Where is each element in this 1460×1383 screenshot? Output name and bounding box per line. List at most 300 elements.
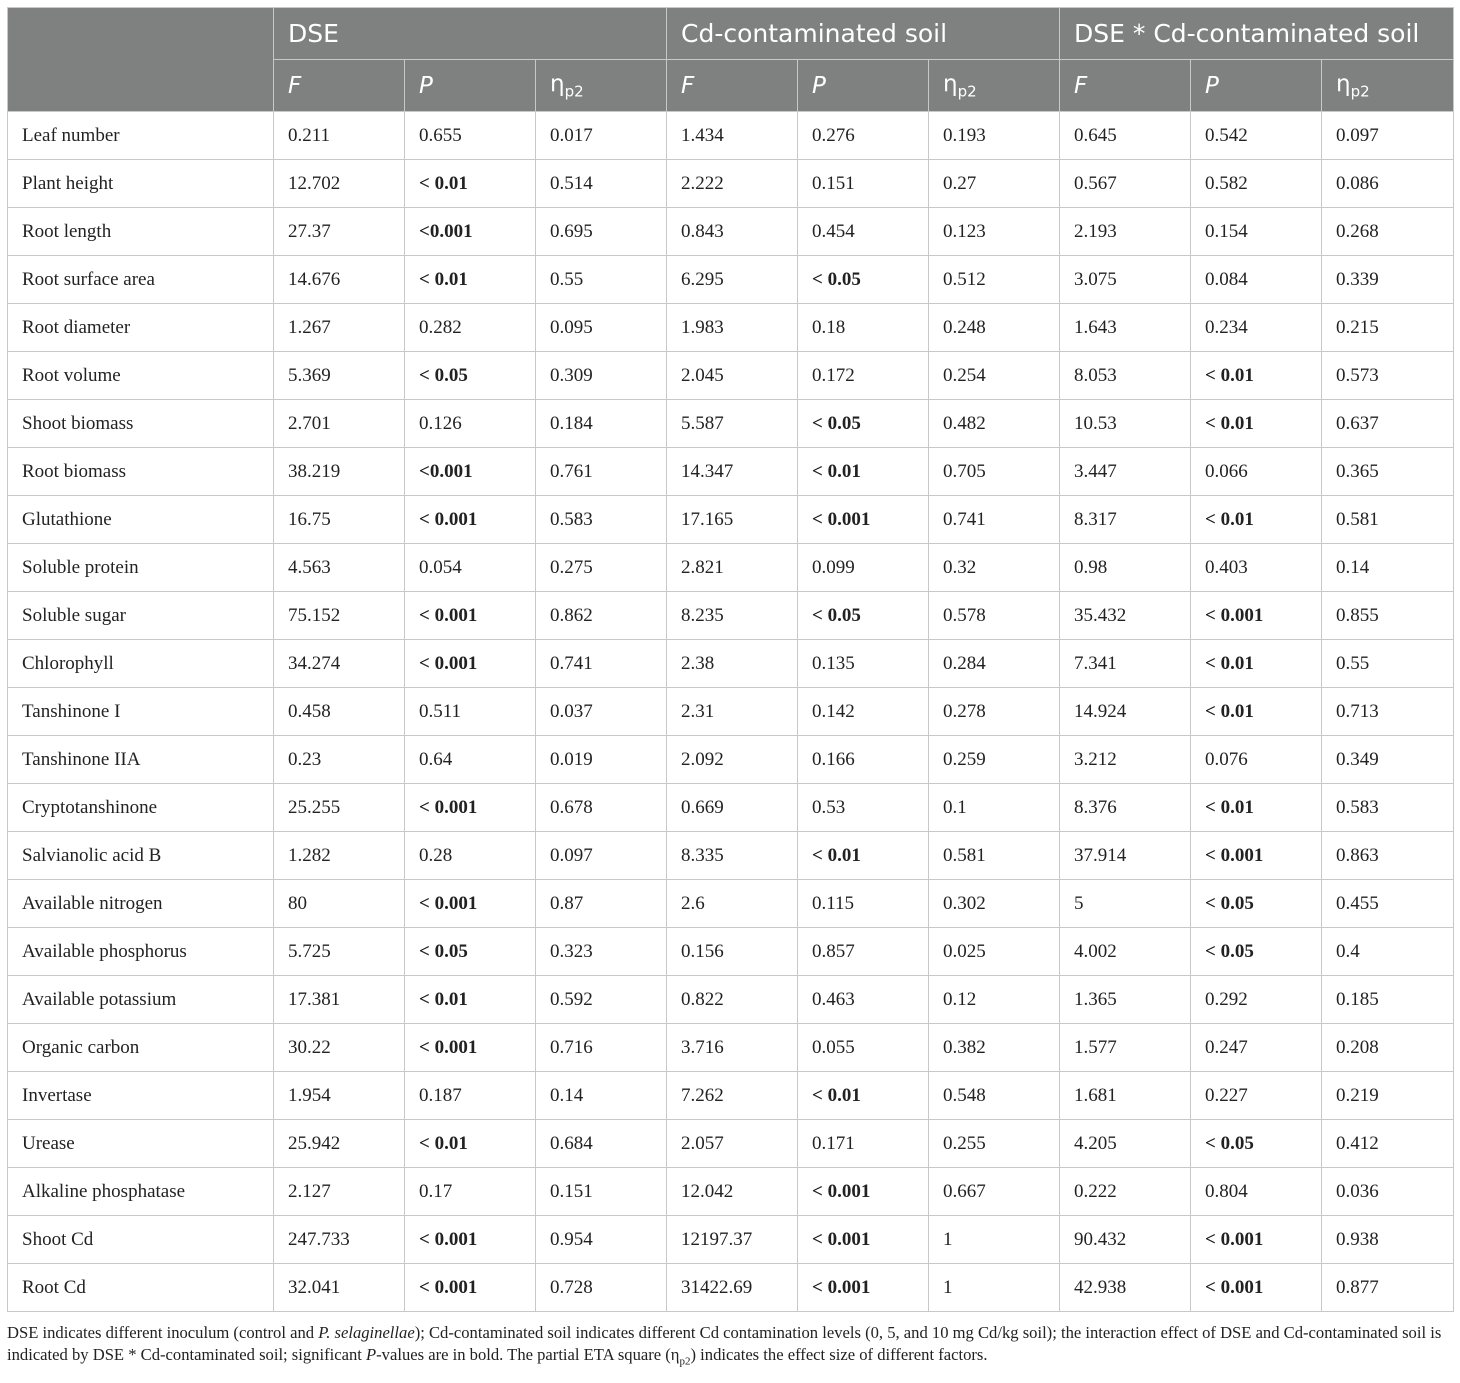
cell-cd-p: 0.171 [798, 1120, 929, 1168]
cell-cd-f: 2.222 [667, 160, 798, 208]
cell-cd-p: < 0.001 [798, 1168, 929, 1216]
cell-cd-f: 8.335 [667, 832, 798, 880]
cell-cd-p: 0.454 [798, 208, 929, 256]
cell-cd-p: 0.151 [798, 160, 929, 208]
footnote-text: ) indicates the effect size of different factors. [690, 1345, 988, 1364]
eta-symbol: η [943, 70, 958, 97]
cell-int-eta: 0.583 [1322, 784, 1454, 832]
cell-int-f: 0.98 [1060, 544, 1191, 592]
cell-dse-p: < 0.001 [405, 880, 536, 928]
table-row [8, 1024, 1454, 1072]
cell-dse-p: < 0.001 [405, 496, 536, 544]
cell-dse-eta: 0.14 [536, 1072, 667, 1120]
row-label: Root diameter [8, 304, 274, 352]
cell-cd-p: < 0.001 [798, 1216, 929, 1264]
cell-cd-p: 0.53 [798, 784, 929, 832]
cell-int-p: 0.582 [1191, 160, 1322, 208]
cell-dse-eta: 0.761 [536, 448, 667, 496]
cell-cd-p: 0.166 [798, 736, 929, 784]
cell-dse-f: 0.23 [274, 736, 405, 784]
cell-dse-f: 17.381 [274, 976, 405, 1024]
cell-int-f: 4.205 [1060, 1120, 1191, 1168]
cell-dse-eta: 0.097 [536, 832, 667, 880]
cell-dse-eta: 0.592 [536, 976, 667, 1024]
row-label: Root Cd [8, 1264, 274, 1312]
cell-dse-p: 0.655 [405, 112, 536, 160]
row-label: Shoot biomass [8, 400, 274, 448]
table-row [8, 592, 1454, 640]
cell-cd-f: 2.057 [667, 1120, 798, 1168]
table-footnote [7, 1322, 1453, 1372]
row-label: Shoot Cd [8, 1216, 274, 1264]
table-header [8, 8, 1454, 112]
cell-int-f: 1.365 [1060, 976, 1191, 1024]
cell-cd-f: 0.822 [667, 976, 798, 1024]
cell-cd-eta: 0.27 [929, 160, 1060, 208]
cell-int-f: 8.376 [1060, 784, 1191, 832]
table-body [8, 112, 1454, 1312]
table-row [8, 784, 1454, 832]
cell-dse-p: 0.64 [405, 736, 536, 784]
cell-int-p: < 0.001 [1191, 592, 1322, 640]
header-f: F [274, 60, 405, 112]
cell-cd-f: 2.6 [667, 880, 798, 928]
cell-int-p: 0.076 [1191, 736, 1322, 784]
cell-cd-f: 2.092 [667, 736, 798, 784]
cell-dse-f: 0.211 [274, 112, 405, 160]
cell-dse-f: 25.255 [274, 784, 405, 832]
cell-int-f: 90.432 [1060, 1216, 1191, 1264]
cell-cd-eta: 0.284 [929, 640, 1060, 688]
cell-dse-f: 16.75 [274, 496, 405, 544]
cell-int-eta: 0.713 [1322, 688, 1454, 736]
cell-int-eta: 0.877 [1322, 1264, 1454, 1312]
cell-cd-f: 7.262 [667, 1072, 798, 1120]
cell-cd-p: < 0.001 [798, 496, 929, 544]
footnote-text: DSE indicates different inoculum (control and [7, 1323, 319, 1342]
cell-dse-p: < 0.01 [405, 976, 536, 1024]
cell-dse-f: 75.152 [274, 592, 405, 640]
cell-dse-p: 0.126 [405, 400, 536, 448]
cell-dse-p: < 0.001 [405, 1024, 536, 1072]
cell-int-p: < 0.01 [1191, 640, 1322, 688]
cell-cd-p: 0.099 [798, 544, 929, 592]
table-row [8, 112, 1454, 160]
cell-dse-p: <0.001 [405, 208, 536, 256]
row-label: Root volume [8, 352, 274, 400]
cell-int-eta: 0.097 [1322, 112, 1454, 160]
table-row [8, 1120, 1454, 1168]
cell-cd-eta: 0.278 [929, 688, 1060, 736]
cell-cd-f: 2.821 [667, 544, 798, 592]
row-label: Leaf number [8, 112, 274, 160]
cell-int-p: < 0.01 [1191, 400, 1322, 448]
cell-dse-eta: 0.684 [536, 1120, 667, 1168]
cell-int-f: 0.645 [1060, 112, 1191, 160]
header-row-groups [8, 8, 1454, 60]
cell-cd-eta: 0.1 [929, 784, 1060, 832]
cell-int-eta: 0.412 [1322, 1120, 1454, 1168]
cell-cd-eta: 0.248 [929, 304, 1060, 352]
row-label: Tanshinone I [8, 688, 274, 736]
table-row [8, 640, 1454, 688]
cell-dse-f: 2.701 [274, 400, 405, 448]
cell-int-f: 0.567 [1060, 160, 1191, 208]
cell-int-eta: 0.455 [1322, 880, 1454, 928]
cell-dse-eta: 0.275 [536, 544, 667, 592]
cell-cd-f: 8.235 [667, 592, 798, 640]
cell-cd-eta: 0.12 [929, 976, 1060, 1024]
cell-dse-eta: 0.716 [536, 1024, 667, 1072]
cell-int-f: 10.53 [1060, 400, 1191, 448]
row-label: Cryptotanshinone [8, 784, 274, 832]
cell-int-eta: 0.219 [1322, 1072, 1454, 1120]
table-row [8, 352, 1454, 400]
cell-dse-f: 0.458 [274, 688, 405, 736]
table-row [8, 976, 1454, 1024]
cell-dse-eta: 0.695 [536, 208, 667, 256]
cell-int-p: 0.234 [1191, 304, 1322, 352]
cell-int-p: < 0.05 [1191, 928, 1322, 976]
row-label: Alkaline phosphatase [8, 1168, 274, 1216]
cell-cd-eta: 0.32 [929, 544, 1060, 592]
cell-dse-f: 34.274 [274, 640, 405, 688]
cell-cd-f: 6.295 [667, 256, 798, 304]
footnote-eta-subscript: p2 [679, 1355, 691, 1368]
row-label: Root surface area [8, 256, 274, 304]
cell-dse-f: 2.127 [274, 1168, 405, 1216]
cell-cd-p: 0.857 [798, 928, 929, 976]
cell-cd-p: 0.135 [798, 640, 929, 688]
row-label: Root biomass [8, 448, 274, 496]
cell-cd-f: 1.983 [667, 304, 798, 352]
cell-int-f: 8.053 [1060, 352, 1191, 400]
cell-dse-f: 247.733 [274, 1216, 405, 1264]
cell-cd-eta: 0.302 [929, 880, 1060, 928]
cell-cd-eta: 0.578 [929, 592, 1060, 640]
table-row [8, 736, 1454, 784]
cell-dse-eta: 0.862 [536, 592, 667, 640]
cell-int-eta: 0.215 [1322, 304, 1454, 352]
table-row [8, 688, 1454, 736]
header-p: P [405, 60, 536, 112]
cell-cd-eta: 0.123 [929, 208, 1060, 256]
cell-dse-p: < 0.05 [405, 352, 536, 400]
cell-int-eta: 0.55 [1322, 640, 1454, 688]
cell-dse-f: 14.676 [274, 256, 405, 304]
cell-dse-eta: 0.678 [536, 784, 667, 832]
cell-cd-f: 12.042 [667, 1168, 798, 1216]
cell-int-p: < 0.01 [1191, 784, 1322, 832]
cell-int-p: < 0.001 [1191, 832, 1322, 880]
cell-int-f: 35.432 [1060, 592, 1191, 640]
cell-int-f: 3.212 [1060, 736, 1191, 784]
cell-dse-p: 0.054 [405, 544, 536, 592]
cell-cd-f: 2.38 [667, 640, 798, 688]
cell-int-eta: 0.268 [1322, 208, 1454, 256]
cell-dse-p: < 0.05 [405, 928, 536, 976]
cell-int-eta: 0.365 [1322, 448, 1454, 496]
row-label: Plant height [8, 160, 274, 208]
table-row [8, 496, 1454, 544]
cell-cd-f: 2.045 [667, 352, 798, 400]
cell-dse-f: 4.563 [274, 544, 405, 592]
cell-int-f: 14.924 [1060, 688, 1191, 736]
cell-dse-p: < 0.001 [405, 1264, 536, 1312]
row-label: Chlorophyll [8, 640, 274, 688]
cell-dse-p: < 0.01 [405, 1120, 536, 1168]
table-row [8, 544, 1454, 592]
cell-dse-p: 0.282 [405, 304, 536, 352]
cell-dse-eta: 0.55 [536, 256, 667, 304]
header-eta [1322, 60, 1454, 112]
cell-cd-p: < 0.001 [798, 1264, 929, 1312]
cell-int-p: 0.247 [1191, 1024, 1322, 1072]
row-label: Organic carbon [8, 1024, 274, 1072]
cell-cd-eta: 0.581 [929, 832, 1060, 880]
cell-cd-eta: 0.025 [929, 928, 1060, 976]
cell-cd-f: 31422.69 [667, 1264, 798, 1312]
cell-int-eta: 0.349 [1322, 736, 1454, 784]
cell-dse-eta: 0.095 [536, 304, 667, 352]
cell-dse-eta: 0.514 [536, 160, 667, 208]
cell-dse-p: < 0.001 [405, 784, 536, 832]
cell-dse-p: 0.17 [405, 1168, 536, 1216]
cell-int-eta: 0.4 [1322, 928, 1454, 976]
header-p: P [1191, 60, 1322, 112]
cell-int-p: < 0.05 [1191, 1120, 1322, 1168]
cell-dse-f: 12.702 [274, 160, 405, 208]
cell-int-p: < 0.001 [1191, 1216, 1322, 1264]
cell-cd-eta: 0.259 [929, 736, 1060, 784]
table-row [8, 1216, 1454, 1264]
footnote-species: P. selaginellae [318, 1323, 415, 1342]
cell-int-f: 7.341 [1060, 640, 1191, 688]
cell-dse-eta: 0.87 [536, 880, 667, 928]
cell-int-f: 42.938 [1060, 1264, 1191, 1312]
cell-cd-p: < 0.05 [798, 400, 929, 448]
cell-cd-eta: 1 [929, 1216, 1060, 1264]
cell-int-eta: 0.14 [1322, 544, 1454, 592]
cell-int-f: 2.193 [1060, 208, 1191, 256]
cell-cd-eta: 0.705 [929, 448, 1060, 496]
cell-dse-f: 1.954 [274, 1072, 405, 1120]
cell-int-p: < 0.01 [1191, 688, 1322, 736]
cell-dse-f: 1.267 [274, 304, 405, 352]
cell-cd-f: 14.347 [667, 448, 798, 496]
cell-dse-p: < 0.001 [405, 592, 536, 640]
cell-dse-p: < 0.01 [405, 160, 536, 208]
header-f: F [667, 60, 798, 112]
cell-dse-eta: 0.954 [536, 1216, 667, 1264]
cell-cd-eta: 0.254 [929, 352, 1060, 400]
cell-int-eta: 0.208 [1322, 1024, 1454, 1072]
cell-int-eta: 0.339 [1322, 256, 1454, 304]
cell-int-p: 0.542 [1191, 112, 1322, 160]
cell-dse-f: 80 [274, 880, 405, 928]
cell-cd-eta: 0.741 [929, 496, 1060, 544]
cell-cd-p: < 0.01 [798, 448, 929, 496]
cell-int-eta: 0.036 [1322, 1168, 1454, 1216]
cell-int-f: 8.317 [1060, 496, 1191, 544]
cell-int-p: 0.154 [1191, 208, 1322, 256]
cell-dse-eta: 0.017 [536, 112, 667, 160]
row-label: Available potassium [8, 976, 274, 1024]
cell-int-eta: 0.185 [1322, 976, 1454, 1024]
header-eta [929, 60, 1060, 112]
cell-cd-p: < 0.01 [798, 1072, 929, 1120]
cell-int-eta: 0.086 [1322, 160, 1454, 208]
row-label: Urease [8, 1120, 274, 1168]
cell-dse-f: 5.725 [274, 928, 405, 976]
cell-dse-p: 0.511 [405, 688, 536, 736]
cell-cd-f: 1.434 [667, 112, 798, 160]
cell-cd-eta: 1 [929, 1264, 1060, 1312]
cell-cd-eta: 0.667 [929, 1168, 1060, 1216]
cell-int-eta: 0.573 [1322, 352, 1454, 400]
table-row [8, 304, 1454, 352]
table-row [8, 256, 1454, 304]
header-eta [536, 60, 667, 112]
header-group-interaction: DSE * Cd-contaminated soil [1060, 8, 1454, 60]
cell-cd-f: 2.31 [667, 688, 798, 736]
footnote-p-symbol: P [366, 1345, 377, 1364]
cell-int-f: 1.681 [1060, 1072, 1191, 1120]
cell-dse-p: <0.001 [405, 448, 536, 496]
cell-dse-eta: 0.583 [536, 496, 667, 544]
cell-cd-p: < 0.01 [798, 832, 929, 880]
row-label: Soluble sugar [8, 592, 274, 640]
cell-int-p: 0.292 [1191, 976, 1322, 1024]
cell-cd-p: < 0.05 [798, 256, 929, 304]
header-p: P [798, 60, 929, 112]
cell-int-f: 0.222 [1060, 1168, 1191, 1216]
cell-cd-f: 17.165 [667, 496, 798, 544]
table-row [8, 832, 1454, 880]
cell-cd-eta: 0.512 [929, 256, 1060, 304]
cell-dse-f: 1.282 [274, 832, 405, 880]
eta-subscript: p2 [564, 82, 584, 101]
cell-dse-f: 5.369 [274, 352, 405, 400]
anova-table [7, 7, 1454, 1312]
table-row [8, 1168, 1454, 1216]
header-group-cd-soil: Cd-contaminated soil [667, 8, 1060, 60]
table-row [8, 1264, 1454, 1312]
cell-int-p: < 0.01 [1191, 352, 1322, 400]
table-row [8, 928, 1454, 976]
footnote-text: ); Cd-contaminated soil indicates different Cd contamination levels (0, 5, and 10 mg Cd/kg soil); the interaction effect of DSE and Cd-contaminated soil is indicated by DSE * Cd-contaminated soil; significant [7, 1323, 1442, 1364]
table-row [8, 160, 1454, 208]
cell-int-f: 5 [1060, 880, 1191, 928]
cell-int-eta: 0.581 [1322, 496, 1454, 544]
cell-cd-p: 0.276 [798, 112, 929, 160]
cell-dse-p: 0.28 [405, 832, 536, 880]
cell-int-f: 37.914 [1060, 832, 1191, 880]
cell-cd-p: < 0.05 [798, 592, 929, 640]
cell-cd-f: 3.716 [667, 1024, 798, 1072]
cell-cd-p: 0.115 [798, 880, 929, 928]
row-label: Tanshinone IIA [8, 736, 274, 784]
cell-int-p: < 0.001 [1191, 1264, 1322, 1312]
anova-table-container [7, 7, 1453, 1312]
row-label: Glutathione [8, 496, 274, 544]
table-row [8, 1072, 1454, 1120]
cell-dse-eta: 0.309 [536, 352, 667, 400]
cell-dse-eta: 0.323 [536, 928, 667, 976]
cell-int-p: 0.084 [1191, 256, 1322, 304]
cell-int-eta: 0.637 [1322, 400, 1454, 448]
cell-dse-f: 30.22 [274, 1024, 405, 1072]
cell-cd-p: 0.172 [798, 352, 929, 400]
table-row [8, 400, 1454, 448]
cell-cd-eta: 0.255 [929, 1120, 1060, 1168]
cell-dse-p: < 0.01 [405, 256, 536, 304]
cell-dse-f: 27.37 [274, 208, 405, 256]
cell-cd-p: 0.18 [798, 304, 929, 352]
header-group-dse: DSE [274, 8, 667, 60]
cell-dse-eta: 0.151 [536, 1168, 667, 1216]
header-f: F [1060, 60, 1191, 112]
cell-dse-eta: 0.037 [536, 688, 667, 736]
row-label: Root length [8, 208, 274, 256]
cell-int-p: < 0.01 [1191, 496, 1322, 544]
row-label: Soluble protein [8, 544, 274, 592]
cell-int-eta: 0.855 [1322, 592, 1454, 640]
cell-int-p: 0.403 [1191, 544, 1322, 592]
cell-dse-eta: 0.741 [536, 640, 667, 688]
cell-dse-f: 38.219 [274, 448, 405, 496]
cell-cd-eta: 0.548 [929, 1072, 1060, 1120]
row-label: Available phosphorus [8, 928, 274, 976]
header-corner [8, 8, 274, 112]
eta-symbol: η [1336, 70, 1351, 97]
cell-cd-f: 0.669 [667, 784, 798, 832]
cell-cd-p: 0.463 [798, 976, 929, 1024]
cell-cd-eta: 0.382 [929, 1024, 1060, 1072]
cell-cd-f: 0.156 [667, 928, 798, 976]
cell-int-p: 0.066 [1191, 448, 1322, 496]
cell-int-p: < 0.05 [1191, 880, 1322, 928]
cell-int-eta: 0.863 [1322, 832, 1454, 880]
cell-dse-f: 25.942 [274, 1120, 405, 1168]
cell-int-f: 1.643 [1060, 304, 1191, 352]
row-label: Salvianolic acid B [8, 832, 274, 880]
cell-int-p: 0.227 [1191, 1072, 1322, 1120]
cell-int-p: 0.804 [1191, 1168, 1322, 1216]
cell-dse-p: < 0.001 [405, 1216, 536, 1264]
row-label: Available nitrogen [8, 880, 274, 928]
table-row [8, 208, 1454, 256]
cell-cd-f: 5.587 [667, 400, 798, 448]
cell-cd-eta: 0.193 [929, 112, 1060, 160]
cell-cd-p: 0.142 [798, 688, 929, 736]
footnote-text: -values are in bold. The partial ETA square (η [376, 1345, 680, 1364]
cell-int-f: 3.075 [1060, 256, 1191, 304]
cell-int-f: 4.002 [1060, 928, 1191, 976]
eta-subscript: p2 [957, 82, 977, 101]
cell-dse-f: 32.041 [274, 1264, 405, 1312]
table-row [8, 880, 1454, 928]
cell-dse-eta: 0.019 [536, 736, 667, 784]
eta-symbol: η [550, 70, 565, 97]
row-label: Invertase [8, 1072, 274, 1120]
cell-cd-f: 12197.37 [667, 1216, 798, 1264]
cell-dse-eta: 0.184 [536, 400, 667, 448]
table-row [8, 448, 1454, 496]
cell-cd-f: 0.843 [667, 208, 798, 256]
cell-dse-p: 0.187 [405, 1072, 536, 1120]
cell-cd-p: 0.055 [798, 1024, 929, 1072]
